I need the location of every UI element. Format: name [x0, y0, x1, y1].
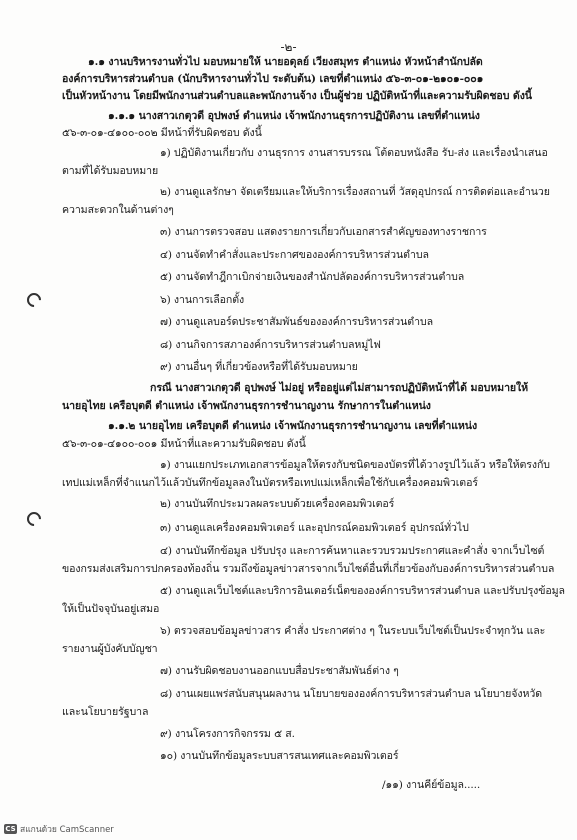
duty-b-7: ๗) งานรับผิดชอบงานออกแบบสื่อประชาสัมพันธ์ต่าง ๆ: [160, 665, 399, 677]
duty-b-3: ๓) งานดูแลเครื่องคอมพิวเตอร์ และอุปกรณ์คอมพิวเตอร์ อุปกรณ์ทั่วไป: [160, 522, 469, 534]
subsection-1-1-1-line-1: ๑.๑.๑ นางสาวเกตุวดี อุปพงษ์ ตำแหน่ง เจ้าพนักงานธุรการปฏิบัติงาน เลขที่ตำแหน่ง: [108, 110, 480, 122]
section-1-1-line-2: องค์การบริหารส่วนตำบล (นักบริหารงานทั่วไป ระดับต้น) เลขที่ตำแหน่ง ๕๖-๓-๐๑-๒๑๐๑-๐๐๑: [62, 73, 484, 85]
duty-a-5: ๕) งานจัดทำฎีกาเบิกจ่ายเงินของสำนักปลัดองค์การบริหารส่วนตำบล: [160, 271, 465, 283]
duty-b-6: ๖) ตรวจสอบข้อมูลข่าวสาร คำสั่ง ประกาศต่าง ๆ ในระบบเว็บไซต์เป็นประจำทุกวัน และ: [160, 625, 546, 637]
duty-a-2-cont: ความสะดวกในด้านต่างๆ: [62, 204, 174, 216]
page-number: -๒-: [280, 40, 297, 54]
duty-b-4-cont: ของกรมส่งเสริมการปกครองท้องถิ่น รวมถึงข้อมูลข่าวสารจากเว็บไซต์อื่นที่เกี่ยวข้องกับองค์การบริหารส่วนตำบล: [62, 563, 555, 575]
duty-a-3: ๓) งานการตรวจสอบ แสดงรายการเกี่ยวกับเอกสารสำคัญของทางราชการ: [160, 226, 487, 238]
duty-b-6-cont: รายงานผู้บังคับบัญชา: [62, 643, 158, 655]
duty-b-10: ๑๐) งานบันทึกข้อมูลระบบสารสนเทศและคอมพิวเตอร์: [160, 750, 399, 762]
duty-a-1-cont: ตามที่ได้รับมอบหมาย: [62, 165, 159, 177]
duty-a-4: ๔) งานจัดทำคำสั่งและประกาศขององค์การบริหารส่วนตำบล: [160, 249, 429, 261]
duty-b-1: ๑) งานแยกประเภทเอกสารข้อมูลให้ตรงกับชนิดของบัตรที่ได้วางรูปไว้แล้ว หรือให้ตรงกับ: [160, 459, 550, 471]
case-note-line-1: กรณี นางสาวเกตุวดี อุปพงษ์ ไม่อยู่ หรืออยู่แต่ไม่สามารถปฏิบัติหน้าที่ได้ มอบหมายให้: [150, 382, 528, 394]
scanner-watermark-text: สแกนด้วย CamScanner: [20, 825, 114, 835]
duty-a-8: ๘) งานกิจการสภาองค์การบริหารส่วนตำบลหมู่ไฟ: [160, 339, 381, 351]
duty-a-1: ๑) ปฏิบัติงานเกี่ยวกับ งานธุรการ งานสารบรรณ โต้ตอบหนังสือ รับ-ส่ง และเรื่องนำเสนอ: [160, 147, 548, 159]
duty-b-1-cont: เทปแม่เหล็กที่จำแนกไว้แล้วบันทึกข้อมูลลงในบัตรหรือเทปแม่เหล็กเพื่อใช้กับเครื่องคอมพิวเตอร์: [62, 477, 478, 489]
duty-b-8: ๘) งานเผยแพร่สนับสนุนผลงาน นโยบายขององค์การบริหารส่วนตำบล นโยบายจังหวัด: [160, 688, 542, 700]
subsection-1-1-2-line-2: ๕๖-๓-๐๑-๔๑๐๐-๐๐๑ มีหน้าที่และความรับผิดชอบ ดังนี้: [62, 438, 306, 450]
scanner-watermark: [4, 822, 114, 836]
camscanner-logo-icon: CS: [5, 825, 16, 833]
duty-b-5-cont: ให้เป็นปัจจุบันอยู่เสมอ: [62, 603, 160, 615]
duty-b-4: ๔) งานบันทึกข้อมูล ปรับปรุง และการค้นหาและรวบรวมประกาศและคำสั่ง จากเว็บไซต์: [160, 545, 545, 557]
duty-a-6: ๖) งานการเลือกตั้ง: [160, 294, 245, 306]
section-1-1-line-1: ๑.๑ งานบริหารงานทั่วไป มอบหมายให้ นายอดุลย์ เวียงสมุทร ตำแหน่ง หัวหน้าสำนักปลัด: [88, 56, 483, 68]
punch-hole-icon: [24, 509, 44, 529]
duty-b-8-cont: และนโยบายรัฐบาล: [62, 706, 149, 718]
section-1-1-line-3: เป็นหัวหน้างาน โดยมีพนักงานส่วนตำบลและพนักงานจ้าง เป็นผู้ช่วย ปฏิบัติหน้าที่และความรับผิดชอบ ดังนี้: [62, 90, 532, 102]
duty-b-5: ๕) งานดูแลเว็บไซต์และบริการอินเตอร์เน็ตขององค์การบริหารส่วนตำบล และปรับปรุงข้อมูล: [160, 585, 565, 597]
subsection-1-1-1-line-2: ๕๖-๓-๐๑-๔๑๐๐-๐๐๒ มีหน้าที่รับผิดชอบ ดังนี้: [62, 127, 262, 139]
duty-a-2: ๒) งานดูแลรักษา จัดเตรียมและให้บริการเรื่องสถานที่ วัสดุอุปกรณ์ การติดต่อและอำนวย: [160, 186, 550, 198]
duty-a-9: ๙) งานอื่นๆ ที่เกี่ยวข้องหรือที่ได้รับมอบหมาย: [160, 361, 358, 373]
duty-b-9: ๙) งานโครงการกิจกรรม ๕ ส.: [160, 728, 295, 740]
subsection-1-1-2-line-1: ๑.๑.๒ นายอุไทย เครือบุตดี ตำแหน่ง เจ้าพนักงานธุรการชำนาญงาน เลขที่ตำแหน่ง: [108, 420, 478, 432]
punch-hole-icon: [24, 290, 44, 310]
continuation-note: /๑๑) งานคีย์ข้อมูล.....: [382, 779, 481, 791]
case-note-line-2: นายอุไทย เครือบุตดี ตำแหน่ง เจ้าพนักงานธุรการชำนาญงาน รักษาการในตำแหน่ง: [62, 400, 431, 412]
duty-a-7: ๗) งานดูแลบอร์ดประชาสัมพันธ์ขององค์การบริหารส่วนตำบล: [160, 316, 433, 328]
duty-b-2: ๒) งานบันทึกประมวลผลระบบด้วยเครื่องคอมพิวเตอร์: [160, 498, 395, 510]
